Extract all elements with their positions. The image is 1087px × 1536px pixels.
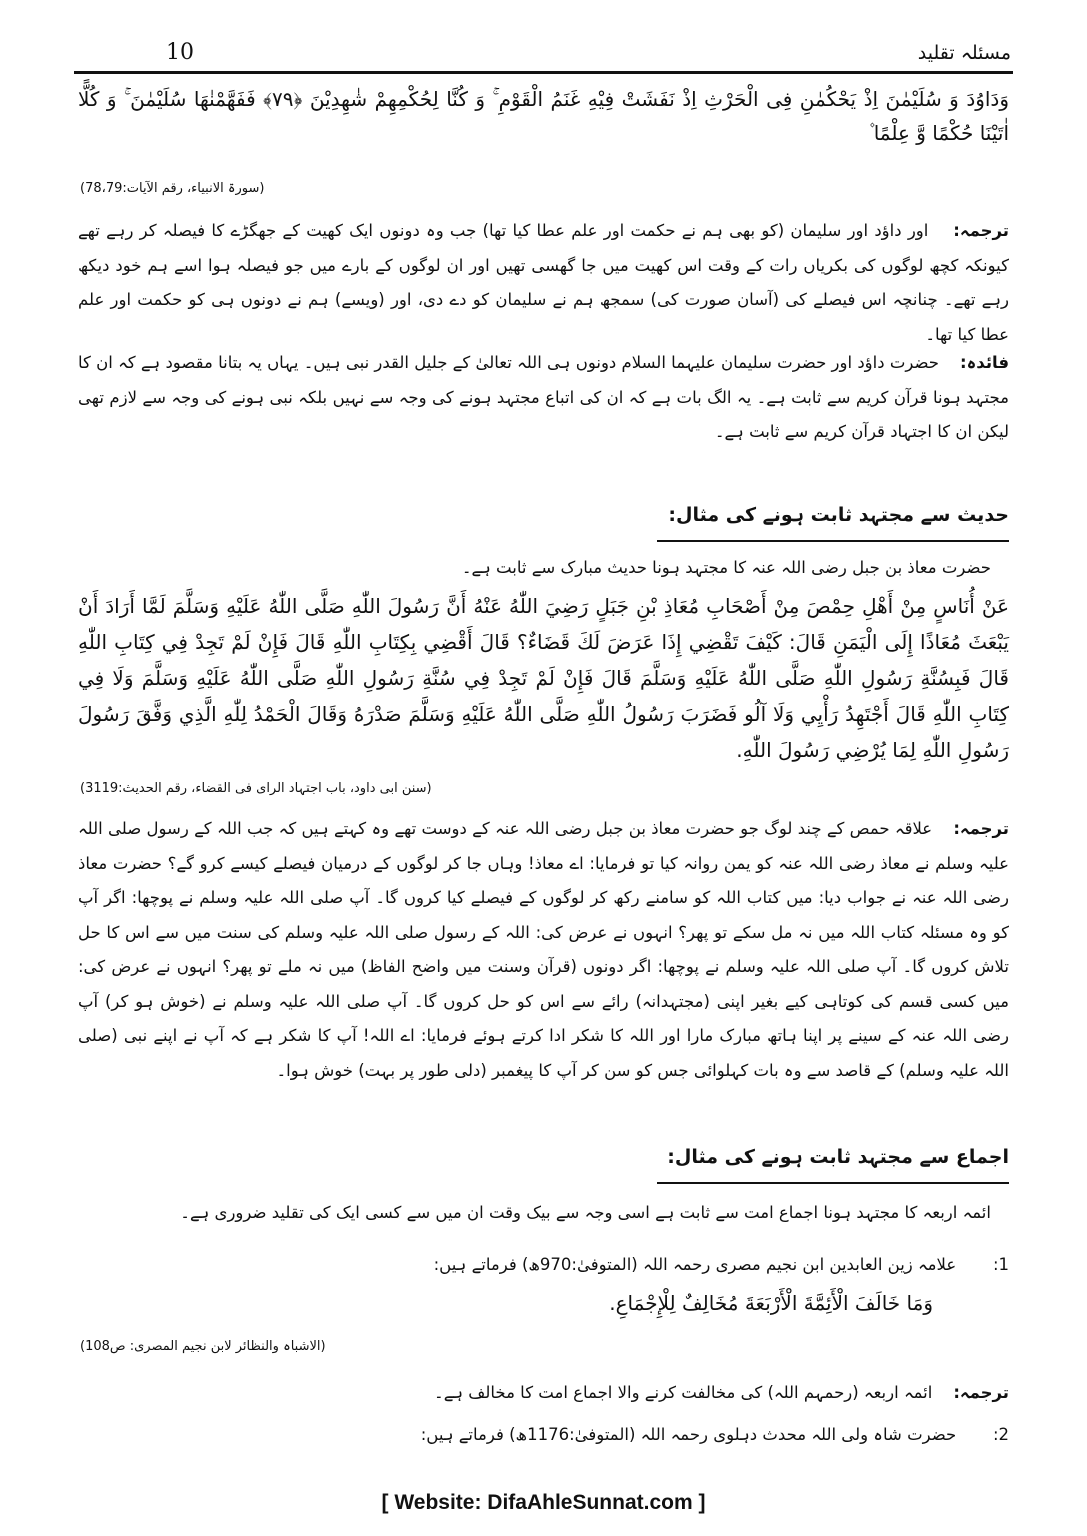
ijma-item-1-text: علامہ زین العابدین ابن نجیم مصری رحمہ اللہ (المتوفیٰ:970ھ) فرماتے ہیں:	[433, 1255, 957, 1274]
ijma-translation-label: ترجمہ:	[953, 1383, 1009, 1402]
hadith-reference: (سنن ابی داود، باب اجتہاد الرای فی القضاء، رقم الحدیث:3119)	[80, 781, 432, 796]
benefit-label: فائدہ:	[960, 353, 1010, 372]
ijma-item-1	[78, 1248, 1009, 1283]
hadith-translation-paragraph	[78, 812, 1009, 1088]
ijma-translation-text: ائمہ اربعہ (رحمہم اللہ) کی مخالفت کرنے والا اجماع امت کا مخالف ہے۔	[434, 1383, 933, 1402]
translation-label: ترجمہ:	[953, 221, 1009, 240]
ijma-item-2-text: حضرت شاہ ولی اللہ محدث دہلوی رحمہ اللہ (المتوفیٰ:1176ھ) فرماتے ہیں:	[420, 1425, 957, 1444]
hadith-section-heading: حدیث سے مجتہد ثابت ہونے کی مثال:	[668, 504, 1009, 526]
benefit-paragraph	[78, 346, 1009, 450]
hadith-intro: حضرت معاذ بن جبل رضی اللہ عنہ کا مجتہد ہونا حدیث مبارک سے ثابت ہے۔	[461, 558, 991, 577]
benefit-text: حضرت داؤد اور حضرت سلیمان علیہما السلام دونوں ہی اللہ تعالیٰ کے جلیل القدر نبی ہیں۔ یہاں یہ بتانا مقصود ہے کہ ان کا مجتہد ہونا قرآن کریم سے ثابت ہے۔ یہ الگ بات ہے کہ ان کی اتباع مجتہد ہونے کی وجہ سے نہیں بلکہ نبی ہونے کی وجہ سے لازم تھی لیکن ان کا اجتہاد قرآن کریم سے ثابت ہے۔	[78, 353, 1009, 441]
website-footer: [ Website: DifaAhleSunnat.com ]	[381, 1491, 706, 1514]
ijma-heading-underline	[657, 1182, 1009, 1184]
translation-text: اور داؤد اور سلیمان (کو بھی ہم نے حکمت اور علم عطا کیا تھا) جب وہ دونوں ایک کھیت کے جھگڑے کا فیصلہ کر رہے تھے کیونکہ کچھ لوگوں کی بکریاں رات کے وقت اس کھیت میں جا گھسی تھیں اور ان لوگوں کے بارے میں جو فیصلہ ہوا اسے ہم خود دیکھ رہے تھے۔ چنانچہ اس فیصلے کی (آسان صورت کی) سمجھ ہم نے سلیمان کو دے دی، اور (ویسے) ہم نے دونوں ہی کو حکمت اور علم عطا کیا تھا۔	[78, 221, 1009, 344]
ijma-item-1-reference: (الاشباہ والنظائر لابن نجیم المصری: ص108)	[80, 1339, 326, 1354]
header-divider	[74, 71, 1013, 74]
translation-paragraph-1	[78, 214, 1009, 352]
ijma-translation-paragraph	[78, 1376, 1009, 1411]
hadith-heading-underline	[657, 540, 1009, 542]
ijma-item-2-number: 2:	[992, 1425, 1009, 1444]
hadith-translation-label: ترجمہ:	[953, 819, 1009, 838]
ijma-item-1-arabic: وَمَا خَالَفَ الْأَئِمَّةَ الْأَرْبَعَةَ مُخَالِفٌ لِلْإِجْمَاعِ.	[609, 1291, 933, 1315]
book-title: مسئلہ تقلید	[917, 42, 1011, 64]
ijma-section-heading: اجماع سے مجتہد ثابت ہونے کی مثال:	[667, 1146, 1009, 1168]
page-header	[74, 40, 1013, 74]
hadith-arabic-text: عَنْ أُنَاسٍ مِنْ أَهْلِ حِمْصَ مِنْ أَصْحَابِ مُعَاذِ بْنِ جَبَلٍ رَضِيَ اللّٰهُ عَنْهُ أَنَّ رَسُولَ اللّٰهِ صَلَّى اللّٰهُ عَلَيْهِ وَسَلَّمَ لَمَّا أَرَادَ أَنْ يَبْعَثَ مُعَاذًا إِلَى الْيَمَنِ قَالَ: كَيْفَ تَقْضِي إِذَا عَرَضَ لَكَ قَضَاءٌ؟ قَالَ أَقْضِي بِكِتَابِ اللّٰهِ قَالَ فَإِنْ لَمْ تَجِدْ فِي كِتَابِ اللّٰهِ قَالَ فَبِسُنَّةِ رَسُولِ اللّٰهِ صَلَّى اللّٰهُ عَلَيْهِ وَسَلَّمَ قَالَ فَإِنْ لَمْ تَجِدْ فِي سُنَّةِ رَسُولِ اللّٰهِ صَلَّى اللّٰهُ عَلَيْهِ وَسَلَّمَ وَلَا فِي كِتَابِ اللّٰهِ قَالَ أَجْتَهِدُ رَأْيِي وَلَا آلُو فَضَرَبَ رَسُولُ اللّٰهِ صَلَّى اللّٰهُ عَلَيْهِ وَسَلَّمَ صَدْرَهُ وَقَالَ الْحَمْدُ لِلّٰهِ الَّذِي وَفَّقَ رَسُولَ رَسُولِ اللّٰهِ لِمَا يُرْضِي رَسُولَ اللّٰهِ.	[78, 594, 1009, 762]
quran-reference: (سورۃ الانبیاء، رقم الآیات:78،79)	[80, 181, 265, 196]
ijma-item-1-number: 1:	[992, 1255, 1009, 1274]
page-number: 10	[166, 40, 194, 65]
hadith-translation-text: علاقہ حمص کے چند لوگ جو حضرت معاذ بن جبل رضی اللہ عنہ کے دوست تھے وہ کہتے ہیں کہ جب اللہ کے رسول صلی اللہ علیہ وسلم نے معاذ رضی اللہ عنہ کو یمن روانہ کیا تو فرمایا: اے معاذ! وہاں جا کر لوگوں کے درمیان فیصلے کیسے کرو گے؟ حضرت معاذ رضی اللہ عنہ نے جواب دیا: میں کتاب اللہ کو سامنے رکھ کر لوگوں کے فیصلے کیا کروں گا۔ آپ صلی اللہ علیہ وسلم نے پوچھا: اگر آپ کو وہ مسئلہ کتاب اللہ میں نہ مل سکے تو پھر؟ انہوں نے عرض کی: اللہ کے رسول صلی اللہ علیہ وسلم کی سنت میں سے اس کا حل تلاش کروں گا۔ آپ صلی اللہ علیہ وسلم نے پوچھا: اگر دونوں (قرآن وسنت میں واضح الفاظ) میں نہ ملے تو پھر؟ انہوں نے عرض کی: میں کسی قسم کی کوتاہی کیے بغیر اپنی (مجتہدانہ) رائے سے اس کو حل کروں گا۔ آپ صلی اللہ علیہ وسلم نے (خوش ہو کر) آپ رضی اللہ عنہ کے سینے پر اپنا ہاتھ مبارک مارا اور اللہ کا شکر ادا کرتے ہوئے فرمایا: اے اللہ! آپ کا شکر ہے کہ آپ نے اپنے نبی (صلی اللہ علیہ وسلم) کے قاصد سے وہ بات کہلوائی جس کو سن کر آپ کا پیغمبر (دلی طور پر بہت) خوش ہوا۔	[78, 819, 1009, 1080]
quran-verse: وَدَاوُدَ وَ سُلَيْمٰنَ اِذْ يَحْكُمٰنِ فِى الْحَرْثِ اِذْ نَفَشَتْ فِيْهِ غَنَمُ الْقَوْمِ ۚ وَ كُنَّا لِحُكْمِهِمْ شٰهِدِيْنَ ﴿٧٩﴾ فَفَهَّمْنٰهَا سُلَيْمٰنَ ۚ وَ كُلًّا اٰتَيْنَا حُكْمًا وَّ عِلْمًا ۫	[78, 87, 1010, 145]
ijma-intro: ائمہ اربعہ کا مجتہد ہونا اجماع امت سے ثابت ہے اسی وجہ سے بیک وقت ان میں سے کسی ایک کی تقلید ضروری ہے۔	[180, 1203, 991, 1222]
ijma-item-2	[78, 1418, 1009, 1453]
